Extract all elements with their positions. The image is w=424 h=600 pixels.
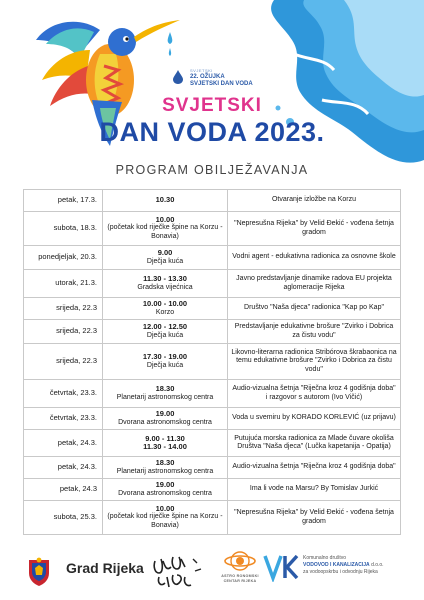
world-water-day-badge (173, 68, 273, 92)
event-cell: "Nepresušna Rijeka" by Velid Đekić - vođena šetnja gradom (228, 212, 401, 246)
event-cell: Javno predstavljanje dinamike radova EU projekta aglomeracije Rijeka (228, 270, 401, 298)
day-cell: ponedjeljak, 20.3. (24, 246, 103, 270)
water-drop-icon (173, 70, 183, 84)
time-text: 9.00 (157, 248, 173, 257)
time-text: 18.30 (155, 384, 175, 393)
time-cell (103, 344, 228, 380)
time-cell (103, 320, 228, 344)
badge-name: SVJETSKI DAN VODA (190, 81, 253, 87)
event-cell: "Nepresušna Rijeka" by Velid Đekić - vođena šetnja gradom (228, 501, 401, 535)
astro-centar-logo-text: ASTRO RONOMSKI CENTAR RIJEKA (221, 574, 259, 583)
time-cell (103, 501, 228, 535)
place-text: Dječja kuća (146, 331, 184, 339)
time-text: 10.00 (155, 214, 175, 224)
table-row (24, 344, 401, 380)
time-cell (103, 380, 228, 408)
place-text: Dvorana astronomskog centra (118, 418, 212, 426)
event-cell: Audio-vizualna šetnja "Riječna kroz 4 godišnja doba" (228, 457, 401, 479)
table-row (24, 246, 401, 270)
event-cell: Vodni agent - edukativna radionica za osnovne škole (228, 246, 401, 270)
place-text: (početak kod riječke špine na Korzu - Bonavia) (107, 513, 223, 529)
place-text: Dvorana astronomskog centra (118, 489, 212, 497)
time-text: 17.30 - 19.00 (142, 352, 188, 361)
table-row (24, 408, 401, 430)
time-text: 12.00 - 12.50 (142, 322, 188, 331)
day-cell: petak, 24.3 (24, 479, 103, 501)
djecja-kuca-logo (151, 553, 207, 589)
vik-name: VODOVOD I KANALIZACIJA (303, 562, 370, 568)
vik-company-text (303, 555, 421, 576)
event-cell: Likovno-literarna radionica Stribórova škrabaonica na temu edukativne brošure "Zvirko i Dobrica za čistu vodu" (228, 344, 401, 380)
day-cell: srijeda, 22.3 (24, 298, 103, 320)
table-row (24, 320, 401, 344)
grad-rijeka-logo-text: Grad Rijeka (66, 560, 144, 576)
day-cell: subota, 25.3. (24, 501, 103, 535)
time-cell (103, 298, 228, 320)
program-subtitle: PROGRAM OBILJEŽAVANJA (115, 163, 309, 177)
time-text: 10.00 - 10.00 (142, 299, 188, 308)
place-text: Korzo (155, 308, 175, 316)
vik-line-3: za vodoopskrbu i odvodnju Rijeka (303, 569, 378, 575)
time-cell (103, 270, 228, 298)
time-cell (103, 190, 228, 212)
table-row (24, 501, 401, 535)
time-cell (103, 479, 228, 501)
place-text: Planetarij astronomskog centra (116, 467, 214, 475)
schedule-table (23, 189, 401, 535)
place-text: Dječja kuća (146, 257, 184, 265)
day-cell: petak, 24.3. (24, 457, 103, 479)
badge-date: 22. OŽUJKA (190, 74, 225, 80)
time-cell (103, 457, 228, 479)
day-cell: subota, 18.3. (24, 212, 103, 246)
place-text: Gradska vijećnica (137, 283, 193, 291)
place-text: Planetarij astronomskog centra (116, 393, 214, 401)
day-cell: petak, 17.3. (24, 190, 103, 212)
vik-line-1: Komunalno društvo (303, 555, 347, 561)
time-text: 18.30 (155, 458, 175, 467)
time-text: 10.00 (155, 503, 175, 513)
day-cell: srijeda, 22.3 (24, 344, 103, 380)
title-line-1: SVJETSKI (162, 95, 262, 116)
table-row (24, 430, 401, 457)
table-row (24, 212, 401, 246)
time-text: 19.00 (155, 480, 175, 489)
time-text: 11.30 - 13.30 (143, 274, 187, 283)
table-row (24, 298, 401, 320)
table-row (24, 380, 401, 408)
rijeka-coat-of-arms-logo (27, 557, 51, 587)
vik-logo (263, 552, 301, 582)
time-cell (103, 430, 228, 457)
table-row (24, 457, 401, 479)
vik-suffix: d.o.o. (371, 562, 384, 568)
place-text: Dječja kuća (146, 361, 184, 369)
title-line-2: DAN VODA 2023. (99, 117, 325, 147)
time-text: 9.00 - 11.30 (145, 433, 185, 443)
day-cell: srijeda, 22.3 (24, 320, 103, 344)
event-cell: Putujuća morska radionica za Mlade čuvare okoliša Društva "Naša djeca" (Lučka kapetanija - Opatija) (228, 430, 401, 457)
event-cell: Društvo "Naša djeca" radionica "Kap po Kap" (228, 298, 401, 320)
event-cell: Audio-vizualna šetnja "Riječna kroz 4 godišnja doba" i razgovor s autorom (Ivo Vičić) (228, 380, 401, 408)
day-cell: četvrtak, 23.3. (24, 408, 103, 430)
table-row (24, 479, 401, 501)
time-text-2: 11.30 - 14.00 (143, 442, 187, 451)
time-text: 19.00 (155, 409, 175, 418)
event-cell: Voda u svemiru by KORADO KORLEVIĆ (uz prijavu) (228, 408, 401, 430)
time-cell (103, 246, 228, 270)
badge-label: SVJETSKI (190, 68, 213, 73)
time-text: 10.30 (155, 195, 175, 205)
time-cell (103, 408, 228, 430)
time-cell (103, 212, 228, 246)
table-row (24, 270, 401, 298)
day-cell: petak, 24.3. (24, 430, 103, 457)
day-cell: utorak, 21.3. (24, 270, 103, 298)
event-cell: Predstavljanje edukativne brošure "Zvirko i Dobrica za čistu vodu" (228, 320, 401, 344)
vik-line-2 (303, 562, 421, 569)
astronomski-centar-logo (222, 549, 258, 593)
day-cell: četvrtak, 23.3. (24, 380, 103, 408)
event-cell: Otvaranje izložbe na Korzu (228, 190, 401, 212)
event-cell: Ima li vode na Marsu? By Tomislav Jurkić (228, 479, 401, 501)
table-row (24, 190, 401, 212)
place-text: (početak kod riječke špine na Korzu - Bonavia) (107, 224, 223, 240)
